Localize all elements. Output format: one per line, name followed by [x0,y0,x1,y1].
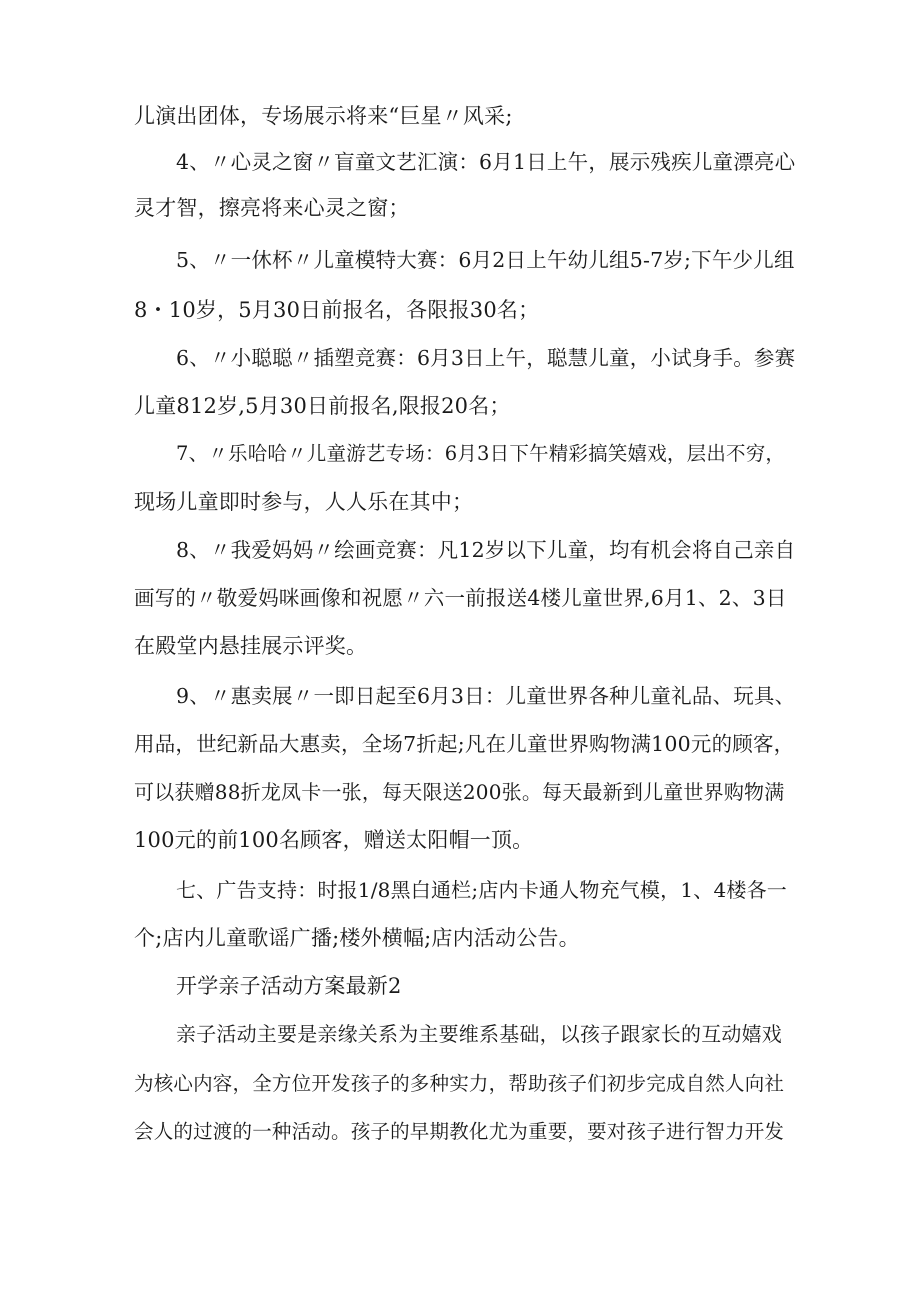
text-line-9: 现场儿童即时参与，人人乐在其中； [134,490,474,514]
text-line-17: 七、广告支持：时报1/8黑白通栏;店内卡通人物充气模，1、4楼各一 [176,878,787,902]
text-line-11: 画写的〃敬爱妈咪画像和祝愿〃六一前报送4楼儿童世界,6月1、2、3日 [134,586,787,610]
text-line-5: 8・10岁，5月30日前报名，各限报30名； [134,298,540,322]
text-line-3: 灵才智，擦亮将来心灵之窗； [134,196,410,220]
text-line-6: 6、〃小聪聪〃插塑竞赛：6月3日上午，聪慧儿童，小试身手。参赛 [176,346,796,370]
text-line-22: 会人的过渡的一种活动。孩子的早期教化尤为重要，要对孩子进行智力开发 [134,1120,785,1143]
section-heading: 开学亲子活动方案最新2 [176,974,402,998]
text-line-21: 为核心内容，全方位开发孩子的多种实力，帮助孩子们初步完成自然人向社 [134,1072,785,1095]
text-line-10: 8、〃我爱妈妈〃绘画竞赛：凡12岁以下儿童，均有机会将自己亲自 [176,538,796,562]
text-line-15: 可以获赠88折龙凤卡一张，每天限送200张。每天最新到儿童世界购物满 [134,780,785,804]
text-line-2: 4、〃心灵之窗〃盲童文艺汇演：6月1日上午，展示残疾儿童漂亮心 [176,150,796,174]
text-line-7: 儿童812岁,5月30日前报名,限报20名； [134,394,511,418]
text-line-4: 5、〃一休杯〃儿童模特大赛：6月2日上午幼儿组5-7岁;下午少儿组 [176,248,795,272]
text-line-1: 儿演出团体，专场展示将来“巨星〃风采; [134,104,513,128]
text-line-16: 100元的前100名顾客，赠送太阳帽一顶。 [134,828,534,852]
text-line-18: 个;店内儿童歌谣广播;楼外横幅;店内活动公告。 [134,926,580,950]
text-line-13: 9、〃惠卖展〃一即日起至6月3日：儿童世界各种儿童礼品、玩具、 [176,684,796,708]
text-line-14: 用品，世纪新品大惠卖，全场7折起;凡在儿童世界购物满100元的顾客， [134,732,795,756]
text-line-8: 7、〃乐哈哈〃儿童游艺专场：6月3日下午精彩搞笑嬉戏，层出不穷， [176,442,786,465]
text-line-12: 在殿堂内悬挂展示评奖。 [134,634,368,658]
text-line-20: 亲子活动主要是亲缘关系为主要维系基础，以孩子跟家长的互动嬉戏 [176,1022,782,1046]
